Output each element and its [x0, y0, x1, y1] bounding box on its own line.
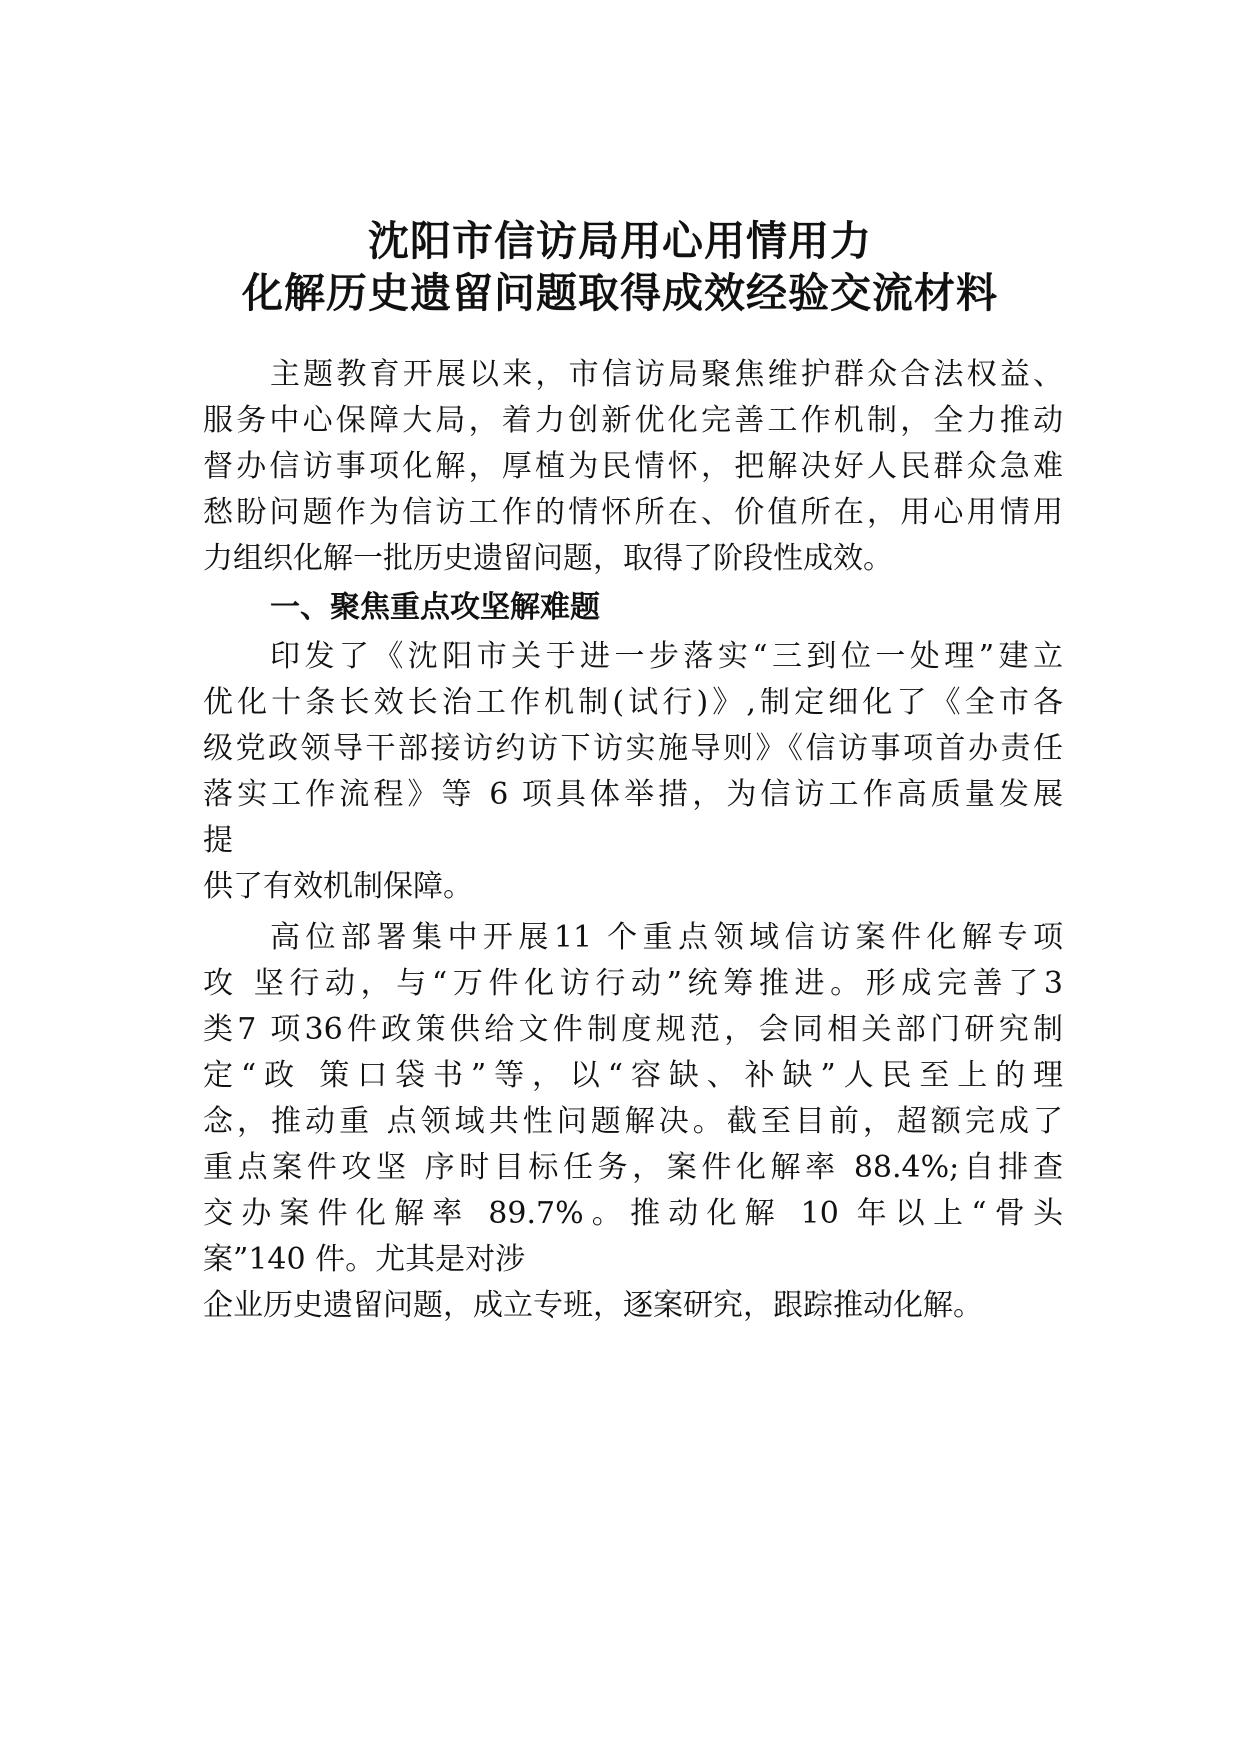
para3-line-4: 定“政 策口袋书”等，以“容缺、补缺”人民至上的理	[203, 1058, 1063, 1093]
para3-line-2: 攻 坚行动，与“万件化访行动”统筹推进。形成完善了3	[203, 966, 1063, 1001]
para3-line-8: 案”140 件。尤其是对涉	[203, 1242, 526, 1277]
para2-line-4: 落实工作流程》等 6 项具体举措，为信访工作高质量发展	[203, 777, 1063, 812]
para3-line-6: 重点案件攻坚 序时目标任务，案件化解率 88.4%;自排查	[203, 1150, 1063, 1185]
intro-line-2: 服务中心保障大局，着力创新优化完善工作机制，全力推动	[203, 403, 1063, 438]
para2-line-3: 级党政领导干部接访约访下访实施导则》《信访事项首办责任	[203, 731, 1063, 766]
intro-line-1: 主题教育开展以来，市信访局聚焦维护群众合法权益、	[270, 357, 1063, 392]
intro-line-5: 力组织化解一批历史遗留问题，取得了阶段性成效。	[203, 541, 893, 576]
document-title-line-2: 化解历史遗留问题取得成效经验交流材料	[242, 269, 998, 317]
para3-line-3: 类7 项36件政策供给文件制度规范，会同相关部门研究制	[203, 1012, 1063, 1047]
document-title-line-1: 沈阳市信访局用心用情用力	[368, 217, 872, 265]
para2-line-1: 印发了《沈阳市关于进一步落实“三到位一处理”建立	[270, 639, 1063, 674]
para2-line-5: 提	[203, 823, 233, 858]
para3-line-5: 念，推动重 点领域共性问题解决。截至目前，超额完成了	[203, 1104, 1063, 1139]
intro-line-4: 愁盼问题作为信访工作的情怀所在、价值所在，用心用情用	[203, 495, 1063, 530]
para3-line-7: 交办案件化解率 89.7%。推动化解 10 年以上“骨头	[203, 1196, 1063, 1231]
para3-line-9: 企业历史遗留问题，成立专班，逐案研究，跟踪推动化解。	[203, 1288, 983, 1323]
para3-line-1: 高位部署集中开展11 个重点领域信访案件化解专项	[270, 920, 1063, 955]
para2-line-2: 优化十条长效长治工作机制(试行)》,制定细化了《全市各	[203, 685, 1063, 720]
para2-line-6: 供了有效机制保障。	[203, 869, 473, 904]
section-1-heading: 一、聚焦重点攻坚解难题	[270, 590, 600, 625]
intro-line-3: 督办信访事项化解，厚植为民情怀，把解决好人民群众急难	[203, 449, 1063, 484]
